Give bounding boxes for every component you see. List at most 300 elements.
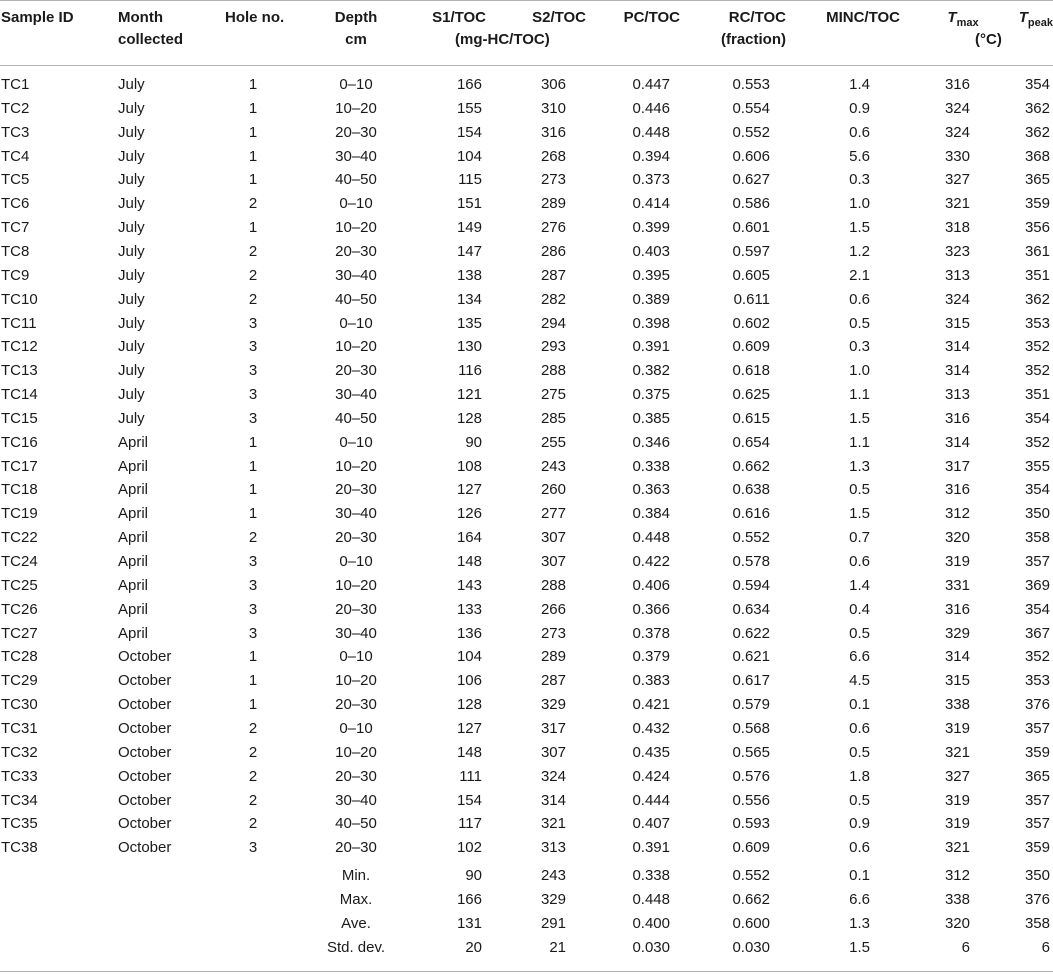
cell-month: October: [118, 791, 172, 809]
summary-tmax: 338: [944, 890, 970, 908]
table-row: [0, 145, 1053, 169]
table-row: [0, 741, 1053, 765]
cell-month: October: [118, 815, 172, 833]
cell-sample-id: TC4: [1, 147, 30, 165]
cell-s1-toc: 126: [456, 505, 482, 523]
cell-hole: 3: [248, 576, 258, 594]
cell-depth: 10–20: [335, 99, 377, 117]
cell-s1-toc: 102: [456, 839, 482, 857]
cell-tpeak: 357: [1024, 553, 1050, 570]
summary-s2-toc: 291: [540, 914, 566, 932]
cell-hole: 1: [248, 696, 258, 714]
cell-tmax: 319: [944, 815, 970, 833]
table-row: [0, 216, 1053, 240]
cell-s1-toc: 149: [456, 219, 482, 237]
cell-s2-toc: 307: [540, 553, 566, 570]
cell-pc-toc: 0.446: [632, 99, 670, 117]
summary-row: [0, 936, 1053, 960]
header-s2: [480, 7, 586, 29]
cell-tpeak: 355: [1024, 457, 1050, 475]
cell-depth: 10–20: [335, 672, 377, 690]
cell-tmax: 314: [944, 338, 970, 356]
cell-month: April: [118, 553, 149, 570]
table-row: [0, 574, 1053, 598]
cell-pc-toc: 0.395: [632, 266, 670, 284]
cell-s2-toc: 275: [540, 386, 566, 404]
cell-rc-toc: 0.615: [732, 409, 770, 427]
cell-pc-toc: 0.422: [632, 553, 670, 570]
cell-tmax: 324: [944, 99, 970, 117]
cell-hole: 3: [248, 409, 258, 427]
cell-tpeak: 362: [1024, 290, 1050, 308]
cell-tmax: 315: [944, 314, 970, 332]
table-row: [0, 598, 1053, 622]
header-minc: [800, 7, 900, 29]
table-row: [0, 73, 1053, 97]
cell-pc-toc: 0.435: [632, 743, 670, 761]
cell-pc-toc: 0.373: [632, 171, 670, 189]
cell-pc-toc: 0.379: [632, 648, 670, 666]
cell-sample-id: TC25: [1, 576, 38, 594]
cell-pc-toc: 0.399: [632, 219, 670, 237]
cell-pc-toc: 0.391: [632, 338, 670, 356]
cell-tmax: 314: [944, 648, 970, 666]
cell-month: October: [118, 743, 172, 761]
cell-tpeak: 352: [1024, 362, 1050, 380]
cell-tpeak: 350: [1024, 505, 1050, 523]
cell-tmax: 314: [944, 433, 970, 451]
cell-pc-toc: 0.363: [632, 481, 670, 499]
cell-rc-toc: 0.568: [732, 719, 770, 737]
cell-depth: 20–30: [335, 123, 377, 141]
cell-rc-toc: 0.625: [732, 386, 770, 404]
header-month-line2: collected: [118, 31, 184, 48]
cell-pc-toc: 0.448: [632, 529, 670, 547]
summary-tpeak: 6: [1041, 938, 1050, 956]
cell-depth: 0–10: [339, 553, 373, 570]
cell-sample-id: TC31: [1, 719, 38, 737]
cell-minc-toc: 0.5: [849, 791, 870, 809]
cell-sample-id: TC11: [1, 314, 37, 332]
summary-s1-toc: 20: [465, 938, 482, 956]
cell-s1-toc: 154: [456, 791, 482, 809]
cell-month: April: [118, 505, 149, 523]
cell-tpeak: 365: [1024, 767, 1050, 785]
cell-depth: 0–10: [339, 314, 373, 332]
table-row: [0, 478, 1053, 502]
cell-hole: 3: [248, 338, 258, 356]
cell-hole: 2: [248, 266, 258, 284]
cell-tmax: 327: [944, 767, 970, 785]
header-rule: [0, 65, 1053, 66]
cell-hole: 1: [248, 481, 258, 499]
header-hole-label: Hole no.: [225, 9, 285, 26]
summary-s2-toc: 329: [540, 890, 566, 908]
cell-tpeak: 352: [1024, 433, 1050, 451]
table-row: [0, 550, 1053, 574]
cell-tpeak: 353: [1024, 314, 1050, 332]
cell-depth: 30–40: [335, 266, 377, 284]
summary-tmax: 312: [944, 867, 970, 885]
cell-tmax: 330: [944, 147, 970, 165]
cell-s2-toc: 288: [540, 576, 566, 594]
cell-s1-toc: 127: [456, 719, 482, 737]
cell-minc-toc: 1.5: [849, 409, 870, 427]
cell-s2-toc: 307: [540, 529, 566, 547]
cell-hole: 2: [248, 743, 258, 761]
cell-pc-toc: 0.338: [632, 457, 670, 475]
cell-s2-toc: 289: [540, 195, 566, 213]
cell-depth: 30–40: [335, 624, 377, 642]
cell-s2-toc: 329: [540, 696, 566, 714]
cell-sample-id: TC17: [1, 457, 38, 475]
cell-month: April: [118, 600, 149, 618]
cell-tpeak: 362: [1024, 99, 1050, 117]
cell-s1-toc: 154: [456, 123, 482, 141]
cell-s2-toc: 282: [540, 290, 566, 308]
cell-s2-toc: 273: [540, 171, 566, 189]
cell-tmax: 338: [944, 696, 970, 714]
cell-tpeak: 351: [1024, 386, 1050, 404]
table-row: [0, 693, 1053, 717]
table-row: [0, 288, 1053, 312]
cell-rc-toc: 0.605: [732, 266, 770, 284]
cell-month: April: [118, 624, 149, 642]
cell-month: October: [118, 696, 172, 714]
cell-pc-toc: 0.389: [632, 290, 670, 308]
cell-tpeak: 352: [1024, 648, 1050, 666]
cell-minc-toc: 1.4: [849, 76, 870, 93]
cell-rc-toc: 0.601: [732, 219, 770, 237]
cell-s2-toc: 289: [540, 648, 566, 666]
cell-tmax: 318: [944, 219, 970, 237]
cell-s1-toc: 104: [456, 648, 482, 666]
cell-month: October: [118, 839, 172, 857]
cell-s2-toc: 324: [540, 767, 566, 785]
cell-pc-toc: 0.424: [632, 767, 670, 785]
cell-rc-toc: 0.638: [732, 481, 770, 499]
cell-pc-toc: 0.382: [632, 362, 670, 380]
cell-s1-toc: 108: [456, 457, 482, 475]
cell-tpeak: 361: [1024, 242, 1050, 260]
cell-hole: 3: [248, 314, 258, 332]
cell-rc-toc: 0.622: [732, 624, 770, 642]
cell-pc-toc: 0.447: [632, 76, 670, 93]
header-month: [118, 7, 183, 51]
table-row: [0, 669, 1053, 693]
cell-month: July: [118, 147, 145, 165]
cell-hole: 1: [248, 648, 258, 666]
cell-rc-toc: 0.662: [732, 457, 770, 475]
cell-minc-toc: 1.5: [849, 219, 870, 237]
cell-rc-toc: 0.618: [732, 362, 770, 380]
cell-pc-toc: 0.432: [632, 719, 670, 737]
cell-s2-toc: 266: [540, 600, 566, 618]
cell-minc-toc: 1.0: [849, 195, 870, 213]
cell-s1-toc: 148: [456, 743, 482, 761]
cell-s2-toc: 314: [540, 791, 566, 809]
cell-s2-toc: 268: [540, 147, 566, 165]
cell-minc-toc: 1.1: [849, 433, 870, 451]
cell-depth: 0–10: [339, 433, 373, 451]
cell-hole: 1: [248, 219, 258, 237]
cell-sample-id: TC35: [1, 815, 38, 833]
cell-s1-toc: 155: [456, 99, 482, 117]
cell-sample-id: TC10: [1, 290, 38, 308]
header-s2-label: S2/TOC: [532, 9, 586, 26]
cell-rc-toc: 0.597: [732, 242, 770, 260]
summary-minc-toc: 1.5: [849, 938, 870, 956]
table-row: [0, 359, 1053, 383]
cell-sample-id: TC16: [1, 433, 38, 451]
cell-tpeak: 354: [1024, 76, 1050, 93]
cell-pc-toc: 0.383: [632, 672, 670, 690]
summary-stat-label: Min.: [341, 867, 371, 885]
cell-pc-toc: 0.414: [632, 195, 670, 213]
cell-pc-toc: 0.403: [632, 242, 670, 260]
cell-tmax: 316: [944, 409, 970, 427]
cell-s1-toc: 117: [458, 815, 482, 833]
cell-depth: 10–20: [335, 743, 377, 761]
table-row: [0, 121, 1053, 145]
cell-s2-toc: 277: [540, 505, 566, 523]
cell-s2-toc: 307: [540, 743, 566, 761]
cell-sample-id: TC32: [1, 743, 38, 761]
cell-minc-toc: 0.5: [849, 624, 870, 642]
cell-depth: 20–30: [335, 529, 377, 547]
cell-sample-id: TC7: [1, 219, 30, 237]
header-minc-label: MINC/TOC: [826, 9, 900, 26]
cell-tmax: 319: [944, 553, 970, 570]
cell-hole: 1: [248, 505, 258, 523]
summary-s1-toc: 131: [456, 914, 482, 932]
header-month-line1: Month: [118, 9, 163, 26]
table-row: [0, 645, 1053, 669]
cell-tpeak: 353: [1024, 672, 1050, 690]
cell-tmax: 321: [944, 195, 970, 213]
cell-tmax: 319: [944, 791, 970, 809]
cell-minc-toc: 0.7: [849, 529, 870, 547]
cell-sample-id: TC26: [1, 600, 38, 618]
cell-month: July: [118, 76, 145, 93]
summary-tmax: 6: [961, 938, 970, 956]
cell-hole: 3: [248, 553, 258, 570]
header-depth-line2: cm: [345, 31, 367, 48]
cell-month: July: [118, 290, 145, 308]
cell-tmax: 312: [944, 505, 970, 523]
cell-month: April: [118, 529, 149, 547]
cell-sample-id: TC14: [1, 386, 38, 404]
table-row: [0, 836, 1053, 860]
summary-stat-label: Ave.: [341, 914, 371, 932]
cell-minc-toc: 0.1: [849, 696, 870, 714]
cell-rc-toc: 0.579: [732, 696, 770, 714]
cell-sample-id: TC27: [1, 624, 38, 642]
cell-hole: 2: [248, 242, 258, 260]
cell-depth: 0–10: [339, 76, 373, 93]
cell-sample-id: TC13: [1, 362, 38, 380]
cell-s1-toc: 151: [456, 195, 482, 213]
table-row: [0, 765, 1053, 789]
cell-sample-id: TC12: [1, 338, 38, 356]
cell-month: July: [118, 195, 145, 213]
cell-minc-toc: 0.6: [849, 123, 870, 141]
header-depth-line1: Depth: [334, 9, 378, 26]
header-s1: [400, 7, 486, 29]
cell-month: April: [118, 576, 149, 594]
summary-tmax: 320: [944, 914, 970, 932]
cell-tpeak: 357: [1024, 791, 1050, 809]
cell-s2-toc: 243: [540, 457, 566, 475]
cell-s2-toc: 293: [540, 338, 566, 356]
cell-hole: 2: [248, 719, 258, 737]
summary-rc-toc: 0.662: [732, 890, 770, 908]
cell-tpeak: 356: [1024, 219, 1050, 237]
cell-pc-toc: 0.384: [632, 505, 670, 523]
cell-s2-toc: 310: [540, 99, 566, 117]
cell-sample-id: TC24: [1, 553, 38, 570]
cell-minc-toc: 0.6: [849, 290, 870, 308]
cell-depth: 40–50: [335, 409, 377, 427]
cell-s2-toc: 306: [540, 76, 566, 93]
cell-pc-toc: 0.391: [632, 839, 670, 857]
cell-sample-id: TC19: [1, 505, 38, 523]
table-row: [0, 335, 1053, 359]
table-row: [0, 168, 1053, 192]
cell-tpeak: 362: [1024, 123, 1050, 141]
cell-s1-toc: 147: [456, 242, 482, 260]
cell-s1-toc: 130: [456, 338, 482, 356]
cell-s1-toc: 166: [456, 76, 482, 93]
cell-s1-toc: 134: [456, 290, 482, 308]
cell-month: October: [118, 767, 172, 785]
cell-rc-toc: 0.554: [732, 99, 770, 117]
summary-row: [0, 888, 1053, 912]
cell-minc-toc: 0.9: [849, 815, 870, 833]
cell-depth: 10–20: [335, 576, 377, 594]
cell-tmax: 327: [944, 171, 970, 189]
cell-tpeak: 365: [1024, 171, 1050, 189]
cell-minc-toc: 0.5: [849, 481, 870, 499]
cell-sample-id: TC29: [1, 672, 38, 690]
table-row: [0, 812, 1053, 836]
header-tpeak: [1003, 7, 1053, 30]
cell-sample-id: TC8: [1, 242, 30, 260]
cell-tmax: 313: [944, 386, 970, 404]
cell-tmax: 329: [944, 624, 970, 642]
cell-tpeak: 358: [1024, 529, 1050, 547]
cell-month: April: [118, 481, 149, 499]
cell-tpeak: 351: [1024, 266, 1050, 284]
summary-stat-label: Std. dev.: [326, 938, 386, 956]
summary-rc-toc: 0.030: [732, 938, 770, 956]
cell-tmax: 313: [944, 266, 970, 284]
cell-tpeak: 359: [1024, 195, 1050, 213]
cell-minc-toc: 6.6: [849, 648, 870, 666]
cell-minc-toc: 1.4: [849, 576, 870, 594]
cell-depth: 20–30: [335, 242, 377, 260]
table-row: [0, 502, 1053, 526]
cell-hole: 2: [248, 791, 258, 809]
cell-sample-id: TC15: [1, 409, 38, 427]
cell-s1-toc: 133: [456, 600, 482, 618]
table-row: [0, 407, 1053, 431]
cell-rc-toc: 0.606: [732, 147, 770, 165]
cell-tpeak: 352: [1024, 338, 1050, 356]
cell-s2-toc: 317: [540, 719, 566, 737]
top-rule: [0, 0, 1053, 1]
cell-rc-toc: 0.576: [732, 767, 770, 785]
cell-minc-toc: 0.6: [849, 719, 870, 737]
cell-s1-toc: 128: [456, 409, 482, 427]
header-depth: [316, 7, 396, 51]
cell-rc-toc: 0.627: [732, 171, 770, 189]
cell-tmax: 321: [944, 743, 970, 761]
summary-minc-toc: 0.1: [849, 867, 870, 885]
cell-rc-toc: 0.611: [733, 290, 770, 308]
cell-tpeak: 368: [1024, 147, 1050, 165]
cell-s2-toc: 260: [540, 481, 566, 499]
cell-hole: 3: [248, 839, 258, 857]
cell-sample-id: TC1: [1, 76, 30, 93]
cell-s2-toc: 285: [540, 409, 566, 427]
cell-sample-id: TC33: [1, 767, 38, 785]
header-tmax-sub: max: [956, 17, 979, 29]
cell-month: October: [118, 672, 172, 690]
cell-tmax: 319: [944, 719, 970, 737]
cell-minc-toc: 0.3: [849, 171, 870, 189]
cell-s1-toc: 90: [465, 433, 482, 451]
cell-sample-id: TC18: [1, 481, 38, 499]
cell-depth: 30–40: [335, 505, 377, 523]
cell-pc-toc: 0.366: [632, 600, 670, 618]
cell-tpeak: 367: [1024, 624, 1050, 642]
header-sample-id: [1, 7, 74, 29]
cell-s1-toc: 136: [456, 624, 482, 642]
header-rc: [700, 7, 786, 51]
cell-pc-toc: 0.406: [632, 576, 670, 594]
cell-minc-toc: 1.3: [849, 457, 870, 475]
cell-hole: 1: [248, 99, 258, 117]
cell-tmax: 324: [944, 123, 970, 141]
header-tpeak-sub: peak: [1027, 17, 1053, 29]
cell-tmax: 320: [944, 529, 970, 547]
cell-sample-id: TC22: [1, 529, 38, 547]
cell-sample-id: TC38: [1, 839, 38, 857]
cell-month: July: [118, 362, 145, 380]
cell-month: July: [118, 314, 145, 332]
cell-hole: 2: [248, 529, 258, 547]
summary-s1-toc: 166: [456, 890, 482, 908]
cell-minc-toc: 0.3: [849, 338, 870, 356]
cell-sample-id: TC2: [1, 99, 30, 117]
cell-tmax: 314: [944, 362, 970, 380]
table-row: [0, 717, 1053, 741]
cell-sample-id: TC9: [1, 266, 30, 284]
cell-tpeak: 359: [1024, 839, 1050, 857]
summary-minc-toc: 1.3: [849, 914, 870, 932]
cell-s2-toc: 287: [540, 672, 566, 690]
summary-stat-label: Max.: [339, 890, 373, 908]
cell-depth: 30–40: [335, 791, 377, 809]
table-row: [0, 264, 1053, 288]
cell-rc-toc: 0.609: [732, 839, 770, 857]
cell-hole: 2: [248, 290, 258, 308]
cell-minc-toc: 0.6: [849, 839, 870, 857]
header-rc-line1: RC/TOC: [728, 9, 786, 26]
cell-rc-toc: 0.654: [732, 433, 770, 451]
cell-depth: 10–20: [335, 219, 377, 237]
